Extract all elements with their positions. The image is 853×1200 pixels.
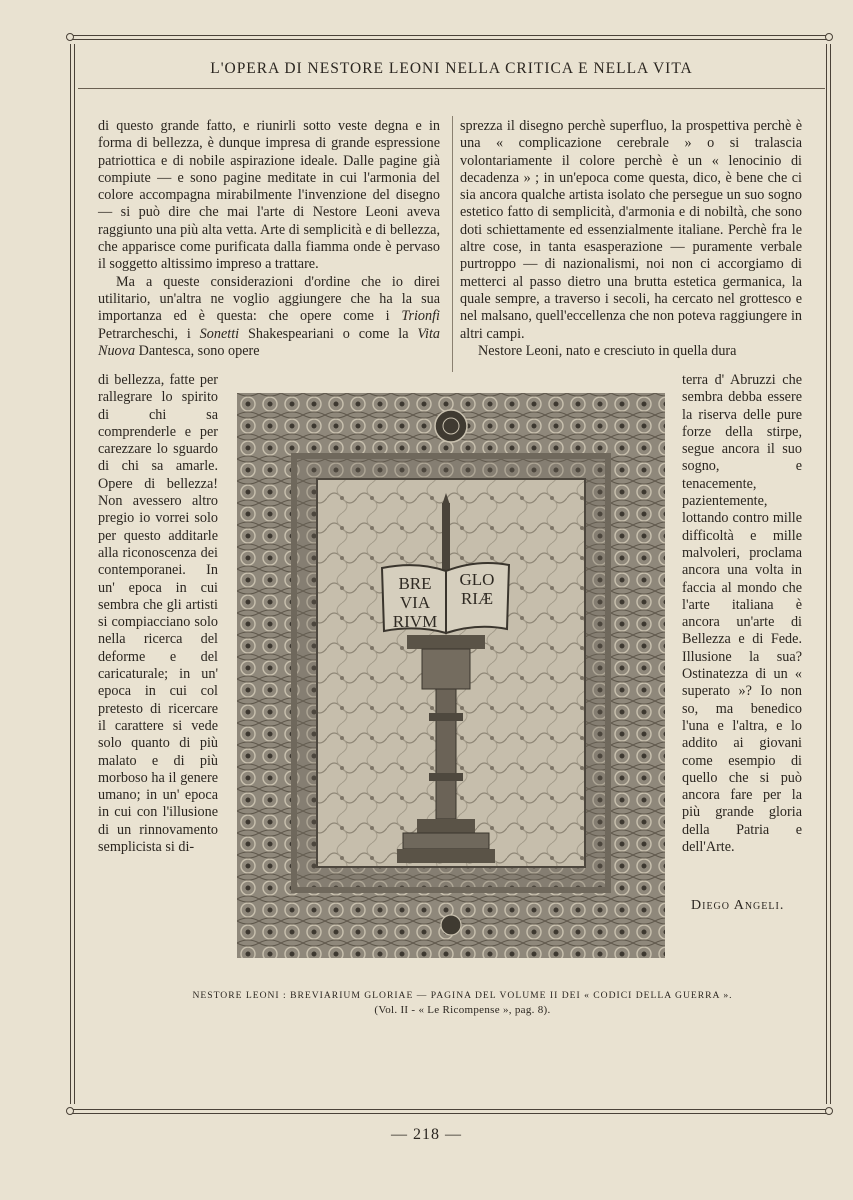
illustration-plate xyxy=(237,393,665,958)
book-lettering: BRE xyxy=(398,574,432,593)
corner-ornament xyxy=(825,1107,833,1115)
corner-ornament xyxy=(66,1107,74,1115)
right-border-inner xyxy=(830,44,831,1104)
title-trionfi: Trionfi xyxy=(401,308,440,325)
column-divider xyxy=(452,116,453,372)
top-rule xyxy=(70,35,829,36)
breviarium-illustration xyxy=(237,393,665,958)
book-lettering: VIA xyxy=(399,593,431,612)
bottom-rule xyxy=(70,1109,829,1110)
bottom-rule-inner xyxy=(70,1113,829,1114)
title-vita-nuova: Vita Nuova xyxy=(98,325,441,359)
title-sonetti: Sonetti xyxy=(199,325,240,342)
left-column xyxy=(98,118,440,360)
figure-caption xyxy=(100,988,825,1018)
caption-title: NESTORE LEONI : BREVIARIUM GLORIAE — PAGINA DEL VOLUME II DEI « CODICI DELLA GUERRA ». xyxy=(192,990,733,1001)
author-signature: Diego Angeli. xyxy=(691,898,785,913)
paragraph: Ma a queste considerazioni d'ordine che io direi utilitario, un'altra ne voglio aggiungere che ha la sua importanza ed è questa: che opere come i Trionfi Petrarcheschi, i Sonetti Shakespeariani o come la Vita Nuova Dantesca, sono opere xyxy=(98,273,441,359)
paragraph: sprezza il disegno perchè superfluo, la prospettiva perchè è una « complicazione cerebrale » o si tralascia volontariamente il colore perchè è un « lenocinio di decadenza » ; in un'epoca come questa, dico, è bene che ci sia ancora qualche artista isolato che persegue un suo sogno estetico fatto di semplicità, d'armonia e di nobiltà, che sono doti schiettamente ed essenzialmente italiane. Perchè fra le altre cose, in tanta esasperazione — puramente verbale purtroppo — di nazionalismi, noi non ci accorgiamo di metterci al passo dietro una brutta estetica germanica, la quale sempre, a traverso i secoli, ha cercato nel grottesco e nel malsano, quell'eccellenza che non poteva raggiungere in altri campi. xyxy=(460,118,802,342)
paragraph: di bellezza, fatte per rallegrare lo spirito di chi sa comprenderle e per carezzare lo sguardo di chi sa amarle. Opere di bellezza! Non avessero altro pregio io vorrei solo per questo additarle alla riconoscenza dei contemporanei. In un' epoca in cui sembra che gli artisti si compiacciano solo nella ricerca del deforme e del caricaturale; in un' epoca in cui col pretesto di ricercare il carattere si vede solo quanto di più malato e di più morboso ha il genere umano; in un' epoca in cui con l'illusione di un rinnovamento semplicista si di- xyxy=(98,372,218,856)
caption-reference: (Vol. II - « Le Ricompense », pag. 8). xyxy=(374,1004,551,1016)
running-header: L'OPERA DI NESTORE LEONI NELLA CRITICA E NELLA VITA xyxy=(210,60,693,77)
right-border xyxy=(826,44,827,1104)
paragraph: di questo grande fatto, e riunirli sotto veste degna e in forma di bellezza, è dunque impresa di grande espressione patriottica e di nobile aspirazione ideale. Dalle pagine già compiute — e sono pagine meditate in cui l'armonia del colore accompagna mirabilmente l'invenzione del disegno — si può dire che mai l'arte di Nestore Leoni aveva raggiunto una più alta vetta. Arte di semplicità e di bellezza, che apparisce come purificata dalla fiamma onde è pervaso il soggetto altissimo impreso a trattare. xyxy=(98,118,440,273)
left-border-inner xyxy=(74,44,75,1104)
corner-ornament xyxy=(66,33,74,41)
header-rule xyxy=(78,88,825,89)
left-border xyxy=(70,44,71,1104)
left-narrow-column xyxy=(98,372,218,856)
book-lettering: RIVM xyxy=(392,612,438,631)
right-narrow-column xyxy=(682,372,802,856)
page-number: — 218 — xyxy=(391,1126,462,1143)
book-lettering: RIÆ xyxy=(460,589,494,608)
book-lettering: GLO xyxy=(459,570,495,589)
right-column xyxy=(460,118,802,360)
corner-ornament xyxy=(825,33,833,41)
paragraph: terra d' Abruzzi che sembra debba essere la riserva delle pure forze della stirpe, segue ancora il suo sogno, e tenacemente, pazientemente, lottando contro mille difficoltà e mille malvoleri, proclama ancora una volta in faccia al mondo che l'arte italiana è ancora un'arte di Bellezza e di Fede. Illusione la sua? Ostinatezza di un « superato »? Io non so, ma benedico l'una e l'altra, e lo addito ai giovani come esempio di quello che si può ancora fare per la più grande gloria della Patria e dell'Arte. xyxy=(682,372,802,856)
top-rule-inner xyxy=(70,39,829,40)
paragraph: Nestore Leoni, nato e cresciuto in quella dura xyxy=(478,342,737,359)
